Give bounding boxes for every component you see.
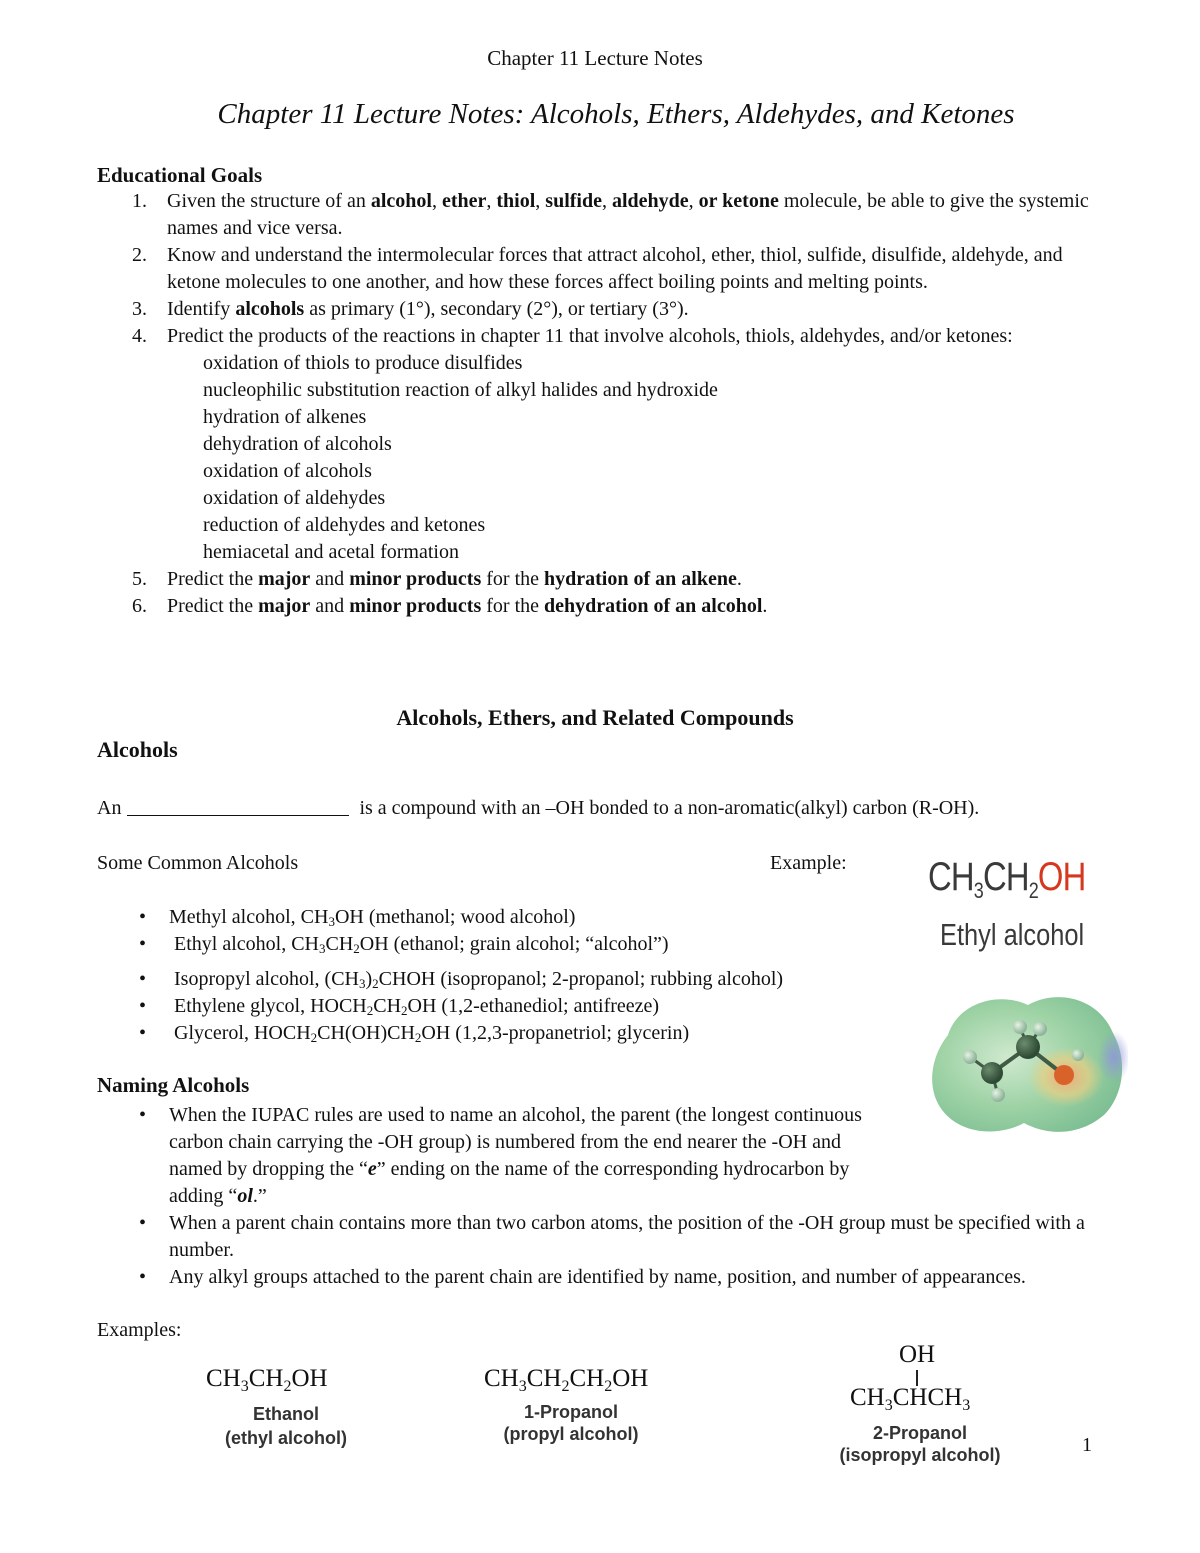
2-propanol-common-name: (isopropyl alcohol) [839, 1445, 1001, 1465]
document-title: Chapter 11 Lecture Notes: Alcohols, Ethers, Aldehydes, and Ketones [217, 98, 1015, 130]
reaction-item: oxidation of alcohols [203, 460, 372, 482]
ethyl-alcohol-label: Ethyl alcohol [940, 917, 1085, 952]
bullet: • [139, 1104, 147, 1126]
list-item: • Ethylene glycol, $HOCH_2CH_2OH$ (1,2-ethanediol; antifreeze) [139, 995, 660, 1018]
naming-rules-list [97, 1102, 1107, 1291]
goal-1: 1. Given the structure of an alcohol, ether, thiol, sulfide, aldehyde, or ketone molecule, be able to give the systemic names and vice versa. [132, 190, 1089, 239]
ethanol-name: Ethanol [253, 1404, 319, 1424]
2-propanol-name: 2-Propanol [872, 1423, 967, 1443]
bullet: • [139, 906, 147, 928]
reaction-item: hydration of alkenes [203, 406, 367, 428]
goal-4: 4. Predict the products of the reactions in chapter 11 that involve alcohols, thiols, aldehydes, and/or ketones: [132, 325, 1013, 347]
1-propanol-formula: $CH_3CH_2CH_2OH$ [484, 1365, 649, 1395]
list-item: • Ethyl alcohol, $CH_3CH_2OH$ (ethanol; grain alcohol; “alcohol”) [139, 933, 669, 956]
common-alcohols-list [97, 904, 917, 1047]
bullet: • [139, 968, 147, 990]
ethanol-formula: $CH_3CH_2OH$ [206, 1365, 328, 1395]
educational-goals-heading: Educational Goals [97, 163, 263, 187]
list-item: • Methyl alcohol, $CH_3OH$ (methanol; wood alcohol) [139, 906, 576, 929]
reaction-item: hemiacetal and acetal formation [203, 541, 459, 563]
goal-3: 3. Identify alcohols as primary (1°), secondary (2°), or tertiary (3°). [132, 298, 689, 320]
bullet: • [139, 933, 147, 955]
reaction-item: dehydration of alcohols [203, 433, 392, 455]
ethyl-alcohol-formula: $CH_3CH_2OH$ [928, 855, 1086, 903]
examples-label: Examples: [97, 1319, 182, 1341]
list-item: • When the IUPAC rules are used to name an alcohol, the parent (the longest continuous carbon chain carrying the -OH group) is numbered from the end nearer the -OH and named by dropping the “e” ending on the name of the corresponding hydrocarbon by adding “ol.” [139, 1104, 862, 1207]
bullet: • [139, 995, 147, 1017]
bullet: • [139, 1266, 147, 1288]
alcohols-heading: Alcohols [97, 737, 178, 762]
list-item: • Glycerol, $HOCH_2CH(OH)CH_2OH$ (1,2,3-propanetriol; glycerin) [139, 1022, 690, 1045]
naming-alcohols-heading: Naming Alcohols [97, 1073, 250, 1097]
section-heading: Alcohols, Ethers, and Related Compounds [396, 705, 794, 730]
2-propanol-oh-group: OH [899, 1341, 936, 1368]
example-label: Example: [770, 852, 847, 874]
list-item: • Isopropyl alcohol, $(CH_3)_2CHOH$ (isopropanol; 2-propanol; rubbing alcohol) [139, 968, 784, 991]
bullet: • [139, 1022, 147, 1044]
ethanol-common-name: (ethyl alcohol) [224, 1428, 347, 1448]
goal-5: 5. Predict the major and minor products for the hydration of an alkene. [132, 568, 742, 590]
goal-2: 2. Know and understand the intermolecular forces that attract alcohol, ether, thiol, sulfide, disulfide, aldehyde, and ketone molecules to one another, and how these forces affect boiling points and melting points. [132, 244, 1063, 293]
fill-in-blank [127, 815, 349, 816]
list-item: • Any alkyl groups attached to the parent chain are identified by name, position, and number of appearances. [97, 1264, 1107, 1291]
2-propanol-formula: $CH_3CHCH_3$ [850, 1384, 971, 1414]
bullet: • [139, 1212, 147, 1234]
common-alcohols-label: Some Common Alcohols [97, 852, 299, 874]
educational-goals-list [97, 188, 1107, 620]
1-propanol-common-name: (propyl alcohol) [503, 1424, 639, 1444]
reaction-item: oxidation of aldehydes [203, 487, 386, 509]
reaction-item: oxidation of thiols to produce disulfides [203, 352, 523, 374]
page-header: Chapter 11 Lecture Notes [487, 46, 703, 70]
page-number: 1 [1082, 1434, 1092, 1456]
reaction-item: nucleophilic substitution reaction of alkyl halides and hydroxide [203, 379, 718, 401]
reaction-item: reduction of aldehydes and ketones [203, 514, 486, 536]
goal-6: 6. Predict the major and minor products for the dehydration of an alcohol. [132, 595, 768, 617]
alcohol-definition: An is a compound with an –OH bonded to a non-aromatic(alkyl) carbon (R-OH). [97, 797, 980, 819]
list-item: • When a parent chain contains more than two carbon atoms, the position of the -OH group must be specified with a number. [139, 1212, 1085, 1261]
1-propanol-name: 1-Propanol [523, 1402, 618, 1422]
